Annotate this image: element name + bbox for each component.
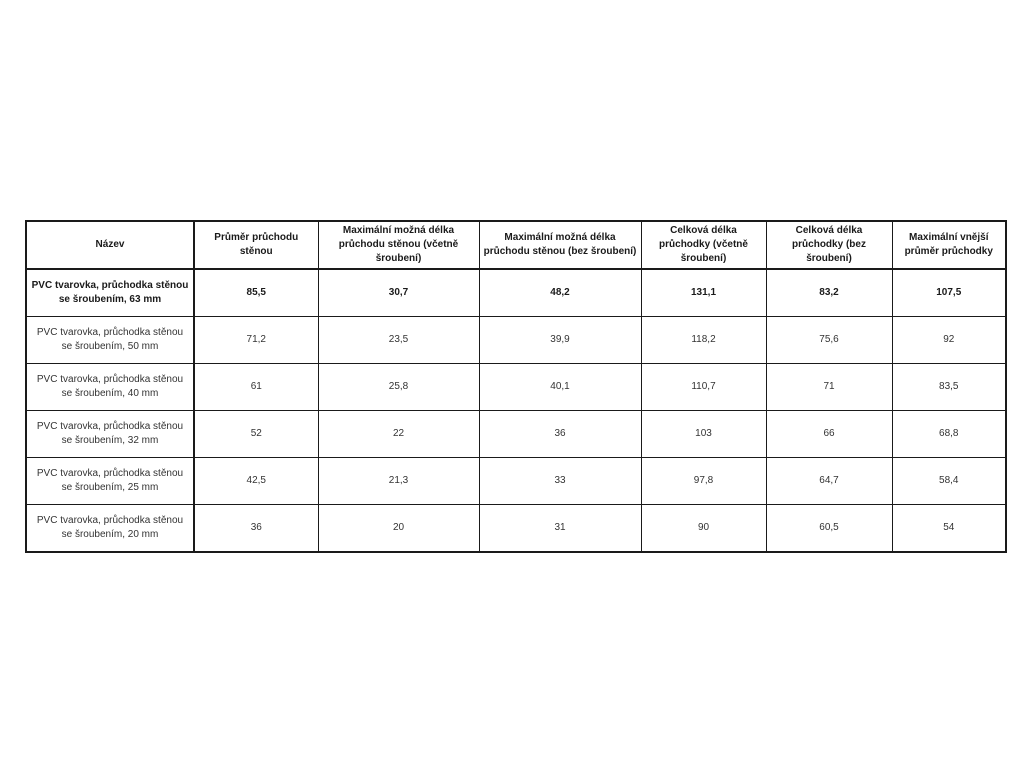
header-nazev: Název [26,221,194,269]
header-max-vnejsi-prumer: Maximální vnější průměr průchodky [892,221,1006,269]
cell-value: 33 [479,458,641,505]
cell-name: PVC tvarovka, průchodka stěnou se šroubením, 20 mm [26,505,194,553]
cell-value: 60,5 [766,505,892,553]
cell-value: 30,7 [318,269,479,317]
cell-value: 83,5 [892,364,1006,411]
cell-value: 40,1 [479,364,641,411]
cell-value: 66 [766,411,892,458]
table-row [26,505,1006,553]
cell-value: 21,3 [318,458,479,505]
header-max-delka-bez: Maximální možná délka průchodu stěnou (bez šroubení) [479,221,641,269]
cell-value: 107,5 [892,269,1006,317]
table-row [26,317,1006,364]
cell-value: 85,5 [194,269,318,317]
cell-value: 71 [766,364,892,411]
cell-value: 48,2 [479,269,641,317]
cell-value: 25,8 [318,364,479,411]
cell-value: 103 [641,411,766,458]
table-row [26,269,1006,317]
table-header-row [26,221,1006,269]
cell-value: 68,8 [892,411,1006,458]
cell-value: 61 [194,364,318,411]
cell-value: 118,2 [641,317,766,364]
product-dimensions-table [25,220,1007,553]
cell-value: 54 [892,505,1006,553]
cell-value: 92 [892,317,1006,364]
cell-value: 97,8 [641,458,766,505]
header-max-delka-vcetne: Maximální možná délka průchodu stěnou (včetně šroubení) [318,221,479,269]
table-row [26,364,1006,411]
cell-value: 83,2 [766,269,892,317]
cell-value: 71,2 [194,317,318,364]
cell-name: PVC tvarovka, průchodka stěnou se šroubením, 50 mm [26,317,194,364]
product-dimensions-table-wrapper [25,220,1005,553]
cell-value: 23,5 [318,317,479,364]
cell-value: 52 [194,411,318,458]
cell-value: 22 [318,411,479,458]
cell-value: 90 [641,505,766,553]
table-row [26,458,1006,505]
cell-value: 31 [479,505,641,553]
header-celkova-delka-vcetne: Celková délka průchodky (včetně šroubení) [641,221,766,269]
cell-name: PVC tvarovka, průchodka stěnou se šroubením, 40 mm [26,364,194,411]
cell-value: 36 [194,505,318,553]
cell-value: 39,9 [479,317,641,364]
cell-value: 42,5 [194,458,318,505]
cell-name: PVC tvarovka, průchodka stěnou se šroubením, 63 mm [26,269,194,317]
header-celkova-delka-bez: Celková délka průchodky (bez šroubení) [766,221,892,269]
cell-value: 131,1 [641,269,766,317]
cell-value: 64,7 [766,458,892,505]
cell-value: 20 [318,505,479,553]
cell-value: 58,4 [892,458,1006,505]
cell-value: 36 [479,411,641,458]
cell-name: PVC tvarovka, průchodka stěnou se šroubením, 25 mm [26,458,194,505]
cell-name: PVC tvarovka, průchodka stěnou se šroubením, 32 mm [26,411,194,458]
cell-value: 110,7 [641,364,766,411]
table-row [26,411,1006,458]
header-prumer-pruchodu: Průměr průchodu stěnou [194,221,318,269]
cell-value: 75,6 [766,317,892,364]
